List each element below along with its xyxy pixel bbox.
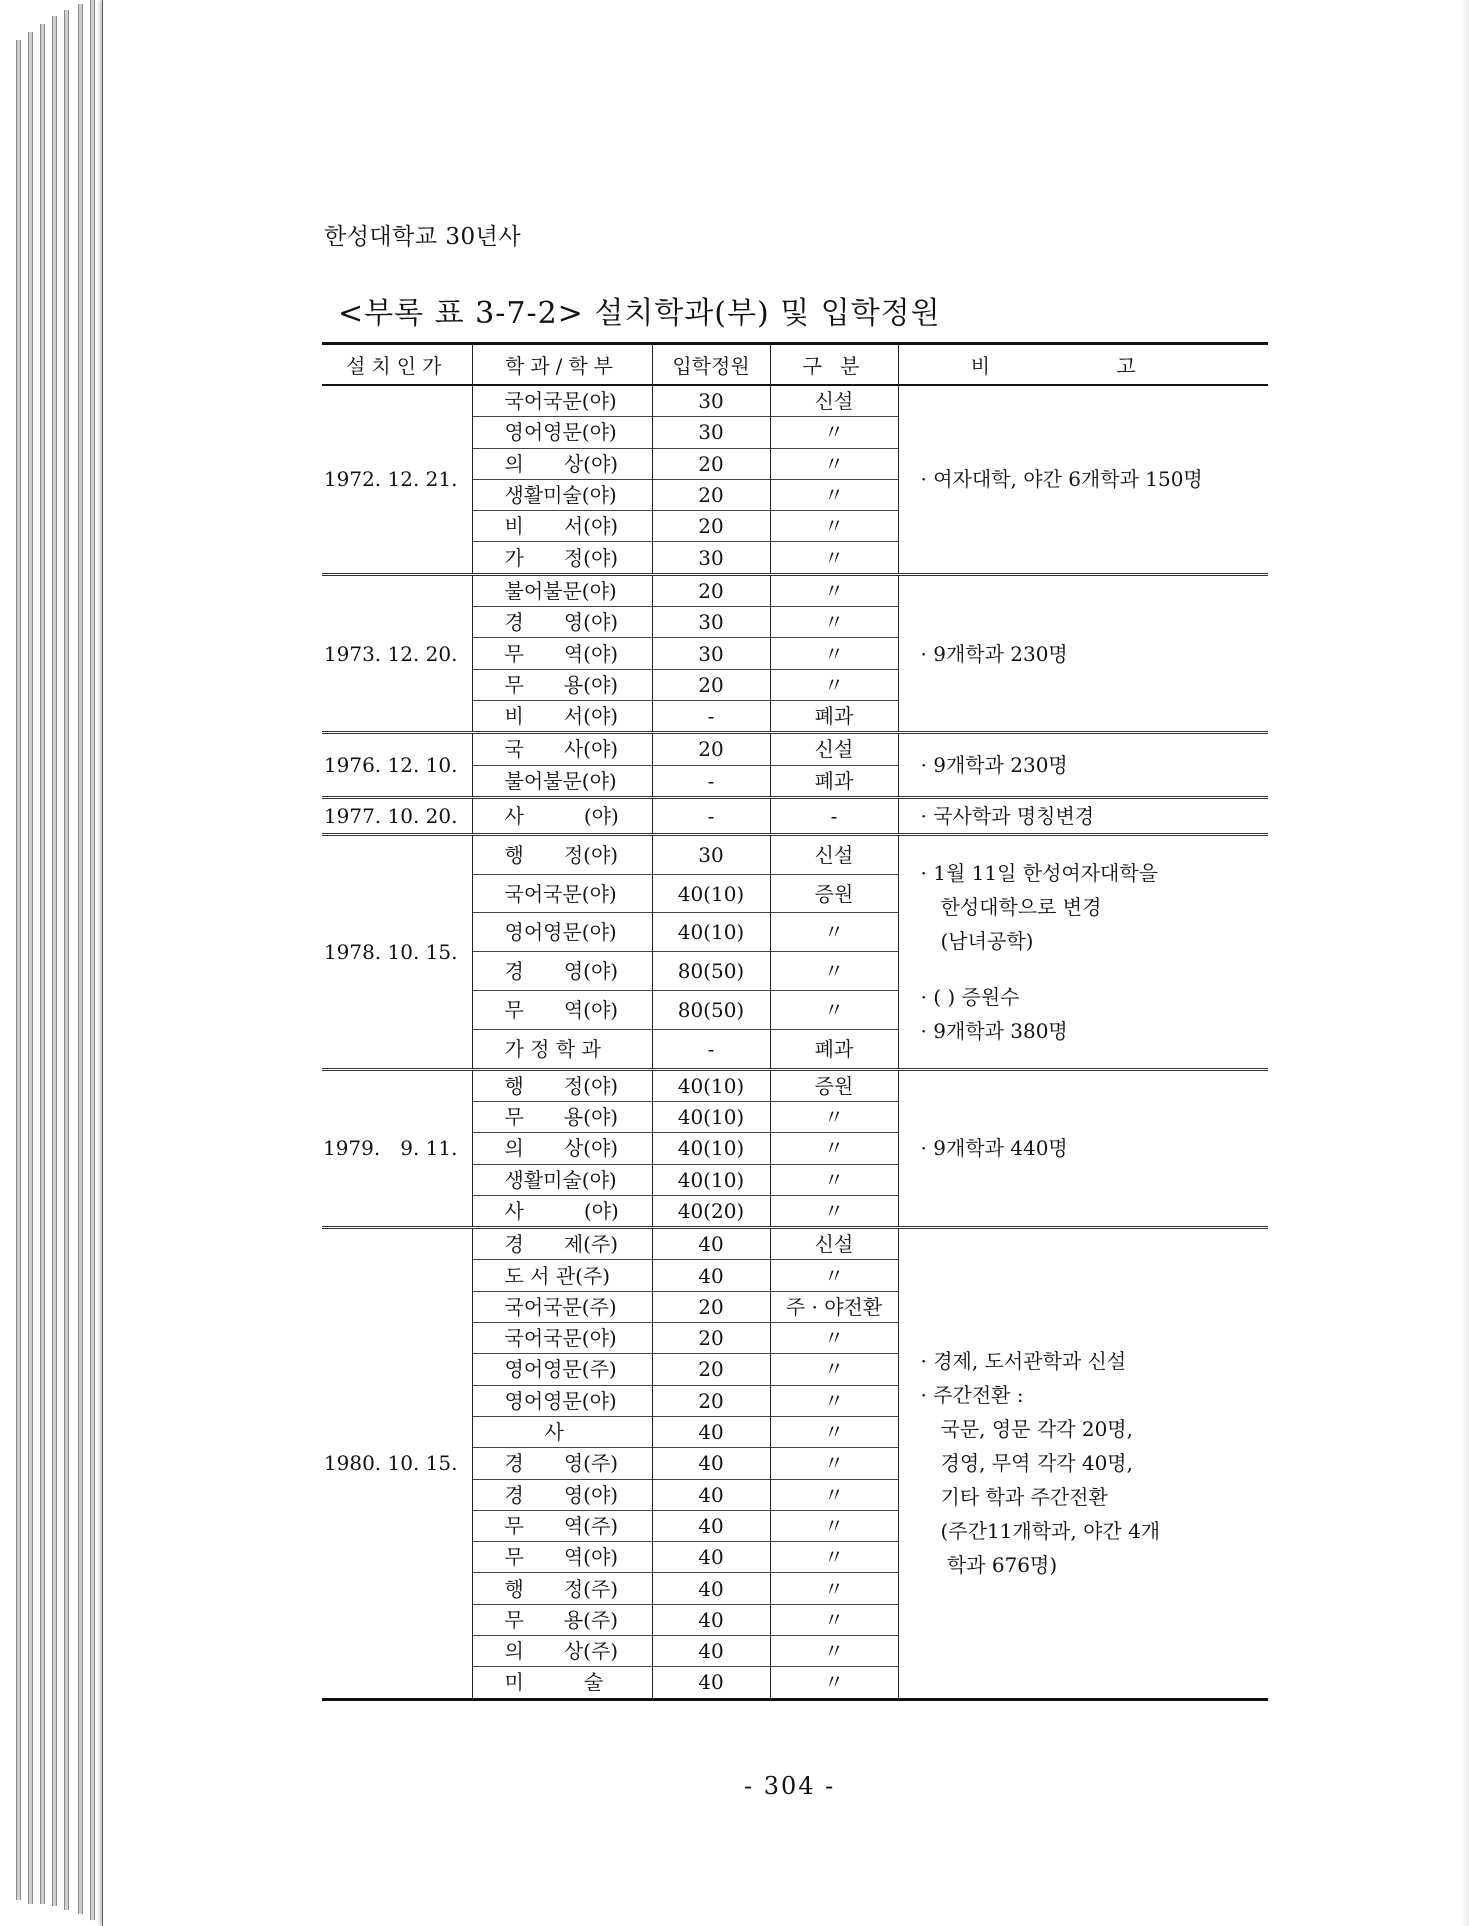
remarks-line: 기타 학과 주간전환 [920,1485,1108,1510]
dept-cell: 경 영(야) [472,607,652,638]
remarks-line: · 1월 11일 한성여자대학을 [920,860,1158,885]
column-header: 입학정원 [652,344,770,386]
kind-cell: 〃 [770,607,898,638]
table-title: <부록 표 3-7-2> 설치학과(부) 및 입학정원 [338,296,941,331]
remarks-cell [898,1069,1268,1227]
kind-cell: 〃 [770,417,898,448]
quota-cell: 40 [652,1228,770,1260]
quota-cell: 40(10) [652,1164,770,1195]
column-header: 비 고 [898,344,1268,386]
quota-cell: 20 [652,1385,770,1416]
kind-cell: 〃 [770,1542,898,1573]
quota-cell: 40 [652,1542,770,1573]
remarks-cell [898,834,1268,1069]
quota-cell: 40(20) [652,1195,770,1227]
table-row [322,797,1268,834]
remarks-cell [898,574,1268,732]
remarks-line: 학과 676명) [920,1553,1058,1578]
page-edge [90,0,95,1920]
page-edge [28,32,33,1904]
dept-cell: 영어영문(야) [472,1385,652,1416]
remarks-cell [898,1228,1268,1699]
table-header-row [322,344,1268,386]
approval-date: 1972. 12. 21. [322,385,472,574]
quota-cell: 30 [652,417,770,448]
kind-cell: 〃 [770,1133,898,1164]
remarks-cell [898,797,1268,834]
quota-cell: 30 [652,834,770,874]
quota-cell: 30 [652,542,770,574]
dept-cell: 도 서 관(주) [472,1260,652,1291]
quota-cell: 40(10) [652,874,770,913]
kind-cell: 증원 [770,1069,898,1101]
quota-cell: 40(10) [652,1101,770,1132]
remarks-line: · 경제, 도서관학과 신설 [920,1349,1127,1374]
kind-cell: 〃 [770,1573,898,1604]
dept-cell: 무 역(야) [472,638,652,669]
dept-cell: 경 영(야) [472,952,652,991]
kind-cell: 〃 [770,1416,898,1447]
quota-cell: 40 [652,1416,770,1447]
quota-cell: 40(10) [652,1133,770,1164]
quota-cell: - [652,1029,770,1069]
dept-cell: 사 (야) [472,797,652,834]
remarks-line: · 9개학과 230명 [920,641,1068,666]
remarks-cell [898,733,1268,798]
remarks-cell [898,385,1268,574]
remarks-line: · 9개학과 380명 [920,1018,1068,1043]
running-head: 한성대학교 30년사 [324,224,522,250]
column-header: 설치인가 [322,344,472,386]
dept-cell: 국어국문(야) [472,1323,652,1354]
quota-cell: 40 [652,1573,770,1604]
table-row [322,385,1268,417]
quota-cell: 40 [652,1479,770,1510]
dept-cell: 무 용(야) [472,1101,652,1132]
dept-cell: 국어국문(야) [472,874,652,913]
page-edge [64,10,69,1910]
quota-cell: 30 [652,385,770,417]
quota-cell: 30 [652,607,770,638]
kind-cell: 〃 [770,1479,898,1510]
kind-cell: 〃 [770,991,898,1030]
dept-cell: 국 사(야) [472,733,652,765]
table-row [322,733,1268,765]
quota-cell: 20 [652,479,770,510]
dept-cell: 가 정 학 과 [472,1029,652,1069]
approval-date: 1977. 10. 20. [322,797,472,834]
dept-cell: 영어영문(야) [472,417,652,448]
quota-cell: 40(10) [652,1069,770,1101]
dept-cell: 의 상(야) [472,448,652,479]
quota-cell: 20 [652,574,770,606]
quota-cell: 40 [652,1448,770,1479]
column-header: 학과/학부 [472,344,652,386]
kind-cell: 폐과 [770,1029,898,1069]
dept-cell: 국어국문(야) [472,385,652,417]
dept-cell: 무 용(주) [472,1604,652,1635]
quota-cell: 20 [652,1291,770,1322]
remarks-line: 경영, 무역 각각 40명, [920,1451,1133,1476]
kind-cell: 폐과 [770,700,898,732]
kind-cell: 〃 [770,1667,898,1699]
table-row [322,574,1268,606]
dept-cell: 무 역(주) [472,1510,652,1541]
table-row [322,834,1268,874]
quota-cell: 40 [652,1604,770,1635]
remarks-line: · 9개학과 440명 [920,1136,1068,1161]
kind-cell: 〃 [770,952,898,991]
quota-cell: 20 [652,448,770,479]
dept-cell: 의 상(야) [472,1133,652,1164]
kind-cell: 〃 [770,913,898,952]
quota-cell: 20 [652,511,770,542]
kind-cell: 주 · 야전환 [770,1291,898,1322]
kind-cell: 〃 [770,542,898,574]
quota-cell: 40 [652,1260,770,1291]
approval-date: 1979. 9. 11. [322,1069,472,1227]
kind-cell: 신설 [770,834,898,874]
quota-cell: 40(10) [652,913,770,952]
dept-cell: 불어불문(야) [472,765,652,797]
approval-date: 1973. 12. 20. [322,574,472,732]
kind-cell: 〃 [770,1260,898,1291]
kind-cell: 〃 [770,1164,898,1195]
approval-date: 1980. 10. 15. [322,1228,472,1699]
kind-cell: 폐과 [770,765,898,797]
quota-cell: 80(50) [652,952,770,991]
dept-cell: 불어불문(야) [472,574,652,606]
kind-cell: 〃 [770,1195,898,1227]
quota-cell: - [652,700,770,732]
kind-cell: 〃 [770,448,898,479]
dept-cell: 비 서(야) [472,700,652,732]
kind-cell: 〃 [770,669,898,700]
kind-cell: 〃 [770,511,898,542]
remarks-line: · 주간전환 : [920,1383,1024,1408]
kind-cell: 〃 [770,1635,898,1666]
page-number: - 304 - [744,1772,836,1800]
remarks-line: 한성대학으로 변경 [920,894,1102,919]
kind-cell: 〃 [770,1323,898,1354]
kind-cell: 〃 [770,1448,898,1479]
kind-cell: 〃 [770,1510,898,1541]
dept-cell: 무 용(야) [472,669,652,700]
quota-cell: 20 [652,669,770,700]
enrollment-table [322,342,1268,1701]
kind-cell: 〃 [770,479,898,510]
dept-cell: 경 제(주) [472,1228,652,1260]
remarks-line: 국문, 영문 각각 20명, [920,1417,1133,1442]
column-header: 구 분 [770,344,898,386]
dept-cell: 무 역(야) [472,1542,652,1573]
kind-cell: 〃 [770,1604,898,1635]
remarks-line [921,958,1269,980]
kind-cell: 증원 [770,874,898,913]
quota-cell: 30 [652,638,770,669]
dept-cell: 비 서(야) [472,511,652,542]
dept-cell: 영어영문(주) [472,1354,652,1385]
dept-cell: 생활미술(야) [472,1164,652,1195]
quota-cell: 20 [652,1323,770,1354]
kind-cell: - [770,797,898,834]
remarks-line: (남녀공학) [920,928,1034,953]
quota-cell: - [652,765,770,797]
dept-cell: 사 [472,1416,652,1447]
quota-cell: 20 [652,1354,770,1385]
page-edge [40,24,45,1904]
quota-cell: - [652,797,770,834]
dept-cell: 행 정(야) [472,1069,652,1101]
dept-cell: 경 영(야) [472,1479,652,1510]
page-edge [16,40,21,1900]
dept-cell: 경 영(주) [472,1448,652,1479]
dept-cell: 영어영문(야) [472,913,652,952]
remarks-line: (주간11개학과, 야간 4개 [920,1519,1161,1544]
dept-cell: 생활미술(야) [472,479,652,510]
kind-cell: 신설 [770,385,898,417]
kind-cell: 〃 [770,1101,898,1132]
quota-cell: 40 [652,1635,770,1666]
dept-cell: 국어국문(주) [472,1291,652,1322]
dept-cell: 무 역(야) [472,991,652,1030]
table-body [322,385,1268,1699]
kind-cell: 〃 [770,638,898,669]
quota-cell: 80(50) [652,991,770,1030]
kind-cell: 신설 [770,733,898,765]
page-edge [78,4,83,1914]
kind-cell: 〃 [770,1385,898,1416]
dept-cell: 행 정(야) [472,834,652,874]
dept-cell: 사 (야) [472,1195,652,1227]
dept-cell: 미 술 [472,1667,652,1699]
kind-cell: 신설 [770,1228,898,1260]
page-edge [52,16,57,1906]
table-row [322,1069,1268,1101]
remarks-line: · 여자대학, 야간 6개학과 150명 [920,467,1203,492]
kind-cell: 〃 [770,1354,898,1385]
remarks-line: · ( ) 증원수 [920,984,1020,1009]
quota-cell: 40 [652,1667,770,1699]
approval-date: 1976. 12. 10. [322,733,472,798]
approval-date: 1978. 10. 15. [322,834,472,1069]
dept-cell: 의 상(주) [472,1635,652,1666]
remarks-line: · 국사학과 명칭변경 [920,803,1095,828]
quota-cell: 20 [652,733,770,765]
table-row [322,1228,1268,1260]
dept-cell: 가 정(야) [472,542,652,574]
dept-cell: 행 정(주) [472,1573,652,1604]
quota-cell: 40 [652,1510,770,1541]
remarks-line: · 9개학과 230명 [920,753,1068,778]
kind-cell: 〃 [770,574,898,606]
